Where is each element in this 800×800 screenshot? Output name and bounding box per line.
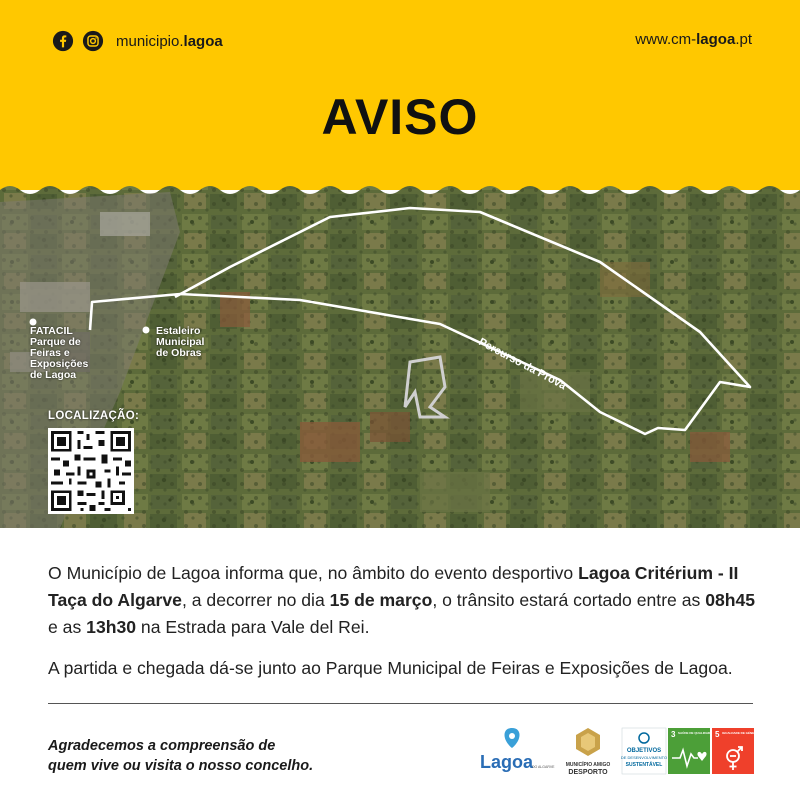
- fatacil-line: FATACIL: [30, 325, 73, 337]
- desporto-logo-bottom: DESPORTO: [568, 769, 608, 776]
- header-banner: [0, 0, 800, 190]
- notice-text: na Estrada para Vale del Rei.: [136, 617, 370, 637]
- social-handle-prefix: municipio.: [116, 32, 184, 50]
- page-title: AVISO: [321, 89, 479, 145]
- fatacil-label: [30, 326, 88, 381]
- location-label: LOCALIZAÇÃO:: [48, 410, 140, 422]
- ods3-number: 3: [671, 730, 676, 739]
- social-handle[interactable]: [116, 33, 223, 50]
- thanks-message: [48, 736, 313, 776]
- lagoa-logo-sub: DO ALGARVE: [532, 765, 555, 769]
- thanks-line: Agradecemos a compreensão de: [48, 738, 276, 754]
- fatacil-line: Feiras e: [30, 347, 70, 359]
- end-time: 13h30: [86, 617, 137, 637]
- fatacil-line: Exposições: [30, 358, 89, 370]
- social-links: [52, 30, 223, 52]
- fatacil-line: Parque de: [30, 336, 81, 348]
- site-suffix: .pt: [735, 31, 752, 48]
- sdg-logo: [620, 726, 759, 776]
- fatacil-line: de Lagoa: [30, 369, 77, 381]
- notice-text: O Município de Lagoa informa que, no âmbito do evento desportivo: [48, 563, 579, 583]
- notice-text: , a decorrer no dia: [181, 590, 330, 610]
- ods-title-1: OBJETIVOS: [626, 748, 662, 754]
- qr-code[interactable]: [48, 428, 134, 514]
- ods-title-2: DE DESENVOLVIMENTO: [620, 755, 668, 760]
- start-time: 08h45: [705, 590, 756, 610]
- facebook-icon[interactable]: [52, 30, 74, 52]
- website-link[interactable]: [635, 31, 752, 48]
- ods3-label: SAÚDE DE QUALIDADE: [678, 731, 713, 735]
- divider: [48, 703, 753, 704]
- estaleiro-line: Municipal: [156, 336, 205, 348]
- estaleiro-marker: [143, 327, 150, 334]
- notice-text: e as: [48, 617, 87, 637]
- event-name: Lagoa Critérium - II Taça do Algarve: [48, 563, 739, 610]
- ods5-label: IGUALDADE DE GÉNERO: [722, 731, 759, 735]
- instagram-icon[interactable]: [82, 30, 104, 52]
- ods5-number: 5: [715, 730, 720, 739]
- site-prefix: www.cm-: [635, 31, 697, 48]
- municipio-amigo-desporto-logo: [560, 726, 616, 776]
- notice-paragraph-2: A partida e chegada dá-se junto ao Parque Municipal de Feiras e Exposições de Lagoa.: [48, 658, 733, 678]
- estaleiro-line: de Obras: [156, 347, 202, 359]
- estaleiro-label: [156, 326, 204, 359]
- thanks-line: quem vive ou visita o nosso concelho.: [48, 758, 314, 774]
- route-label: Percurso da Prova: [476, 336, 569, 393]
- notice-text: , o trânsito estará cortado entre as: [432, 590, 706, 610]
- lagoa-logo-text: Lagoa: [480, 752, 534, 772]
- social-handle-bold: lagoa: [183, 32, 223, 50]
- site-bold: lagoa: [696, 31, 736, 48]
- lagoa-logo: [478, 726, 555, 776]
- estaleiro-line: Estaleiro: [156, 325, 201, 337]
- notice-body: [48, 560, 758, 682]
- notice-paragraph-1: [48, 560, 758, 641]
- aerial-map: [0, 172, 800, 528]
- event-date: 15 de março: [329, 590, 433, 610]
- ods-title-3: SUSTENTÁVEL: [625, 762, 663, 768]
- desporto-logo-top: MUNICÍPIO AMIGO: [565, 762, 611, 768]
